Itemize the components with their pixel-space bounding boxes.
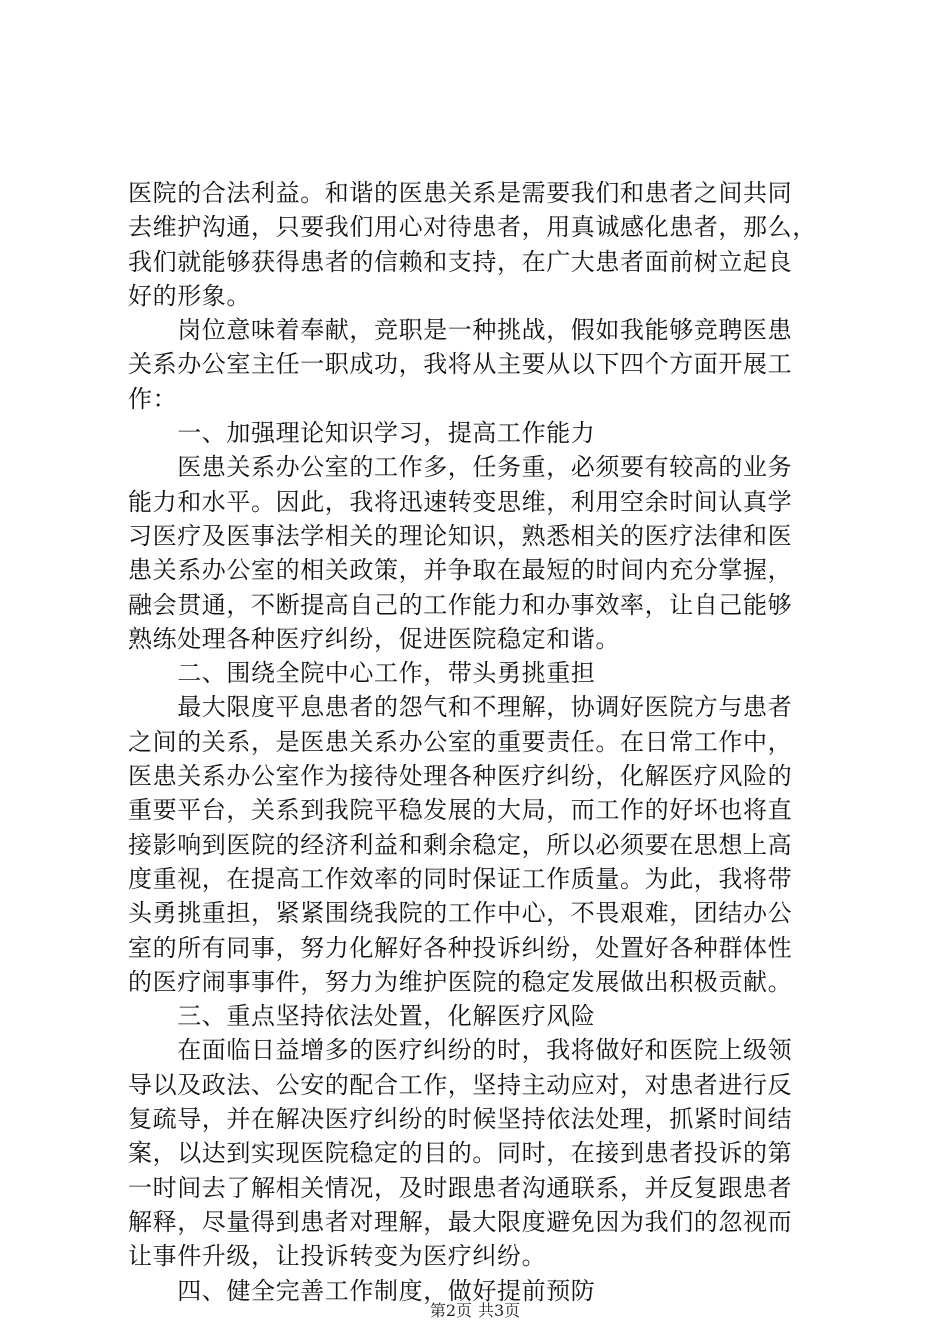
text-line: 作： bbox=[128, 384, 178, 413]
paragraph bbox=[128, 1033, 828, 1273]
text-line: 好的形象。 bbox=[128, 281, 251, 310]
section-heading bbox=[128, 656, 828, 690]
text-line: 我们就能够获得患者的信赖和支持，在广大患者面前树立起良 bbox=[128, 247, 793, 276]
page-number: 第2页 bbox=[429, 1301, 472, 1320]
text-line: 之间的关系，是医患关系办公室的重要责任。在日常工作中， bbox=[128, 727, 793, 756]
text-line: 三、重点坚持依法处置，化解医疗风险 bbox=[128, 1002, 596, 1031]
text-line: 在面临日益增多的医疗纠纷的时，我将做好和医院上级领 bbox=[128, 1036, 793, 1065]
text-line: 一、加强理论知识学习，提高工作能力 bbox=[128, 419, 596, 448]
text-line: 二、围绕全院中心工作，带头勇挑重担 bbox=[128, 659, 596, 688]
text-line: 最大限度平息患者的怨气和不理解，协调好医院方与患者 bbox=[128, 693, 793, 722]
text-line: 的医疗闹事事件，努力为维护医院的稳定发展做出积极贡献。 bbox=[128, 967, 793, 996]
text-line: 能力和水平。因此，我将迅速转变思维，利用空余时间认真学 bbox=[128, 487, 793, 516]
text-line: 室的所有同事，努力化解好各种投诉纠纷，处置好各种群体性 bbox=[128, 933, 793, 962]
text-line: 患关系办公室的相关政策，并争取在最短的时间内充分掌握， bbox=[128, 556, 793, 585]
text-line: 让事件升级，让投诉转变为医疗纠纷。 bbox=[128, 1242, 547, 1271]
text-line: 熟练处理各种医疗纠纷，促进医院稳定和谐。 bbox=[128, 624, 620, 653]
text-line: 医患关系办公室的工作多，任务重，必须要有较高的业务 bbox=[128, 453, 793, 482]
text-line: 一时间去了解相关情况，及时跟患者沟通联系，并反复跟患者 bbox=[128, 1173, 793, 1202]
section-heading bbox=[128, 416, 828, 450]
page-total: 共3页 bbox=[478, 1301, 521, 1320]
text-line: 度重视，在提高工作效率的同时保证工作质量。为此，我将带 bbox=[128, 864, 793, 893]
text-line: 医患关系办公室作为接待处理各种医疗纠纷，化解医疗风险的 bbox=[128, 762, 793, 791]
paragraph bbox=[128, 176, 828, 313]
text-line: 习医疗及医事法学相关的理论知识，熟悉相关的医疗法律和医 bbox=[128, 521, 793, 550]
text-line: 案，以达到实现医院稳定的目的。同时，在接到患者投诉的第 bbox=[128, 1139, 793, 1168]
text-line: 头勇挑重担，紧紧围绕我院的工作中心，不畏艰难，团结办公 bbox=[128, 899, 793, 928]
paragraph bbox=[128, 690, 828, 999]
text-line: 导以及政法、公安的配合工作，坚持主动应对，对患者进行反 bbox=[128, 1070, 793, 1099]
paragraph bbox=[128, 450, 828, 656]
page-footer bbox=[0, 1298, 950, 1321]
document-body bbox=[128, 176, 828, 1308]
text-line: 岗位意味着奉献，竞职是一种挑战，假如我能够竞聘医患 bbox=[128, 316, 793, 345]
text-line: 接影响到医院的经济利益和剩余稳定，所以必须要在思想上高 bbox=[128, 830, 793, 859]
text-line: 融会贯通，不断提高自己的工作能力和办事效率，让自己能够 bbox=[128, 590, 793, 619]
text-line: 复疏导，并在解决医疗纠纷的时候坚持依法处理，抓紧时间结 bbox=[128, 1105, 793, 1134]
text-line: 重要平台，关系到我院平稳发展的大局，而工作的好坏也将直 bbox=[128, 796, 793, 825]
text-line: 关系办公室主任一职成功，我将从主要从以下四个方面开展工 bbox=[128, 350, 793, 379]
text-line: 解释，尽量得到患者对理解，最大限度避免因为我们的忽视而 bbox=[128, 1207, 793, 1236]
section-heading bbox=[128, 999, 828, 1033]
paragraph bbox=[128, 313, 828, 416]
text-line: 医院的合法利益。和谐的医患关系是需要我们和患者之间共同 bbox=[128, 179, 793, 207]
text-line: 四、健全完善工作制度，做好提前预防 bbox=[128, 1276, 596, 1305]
text-line: 去维护沟通，只要我们用心对待患者，用真诚感化患者，那么， bbox=[128, 213, 817, 242]
